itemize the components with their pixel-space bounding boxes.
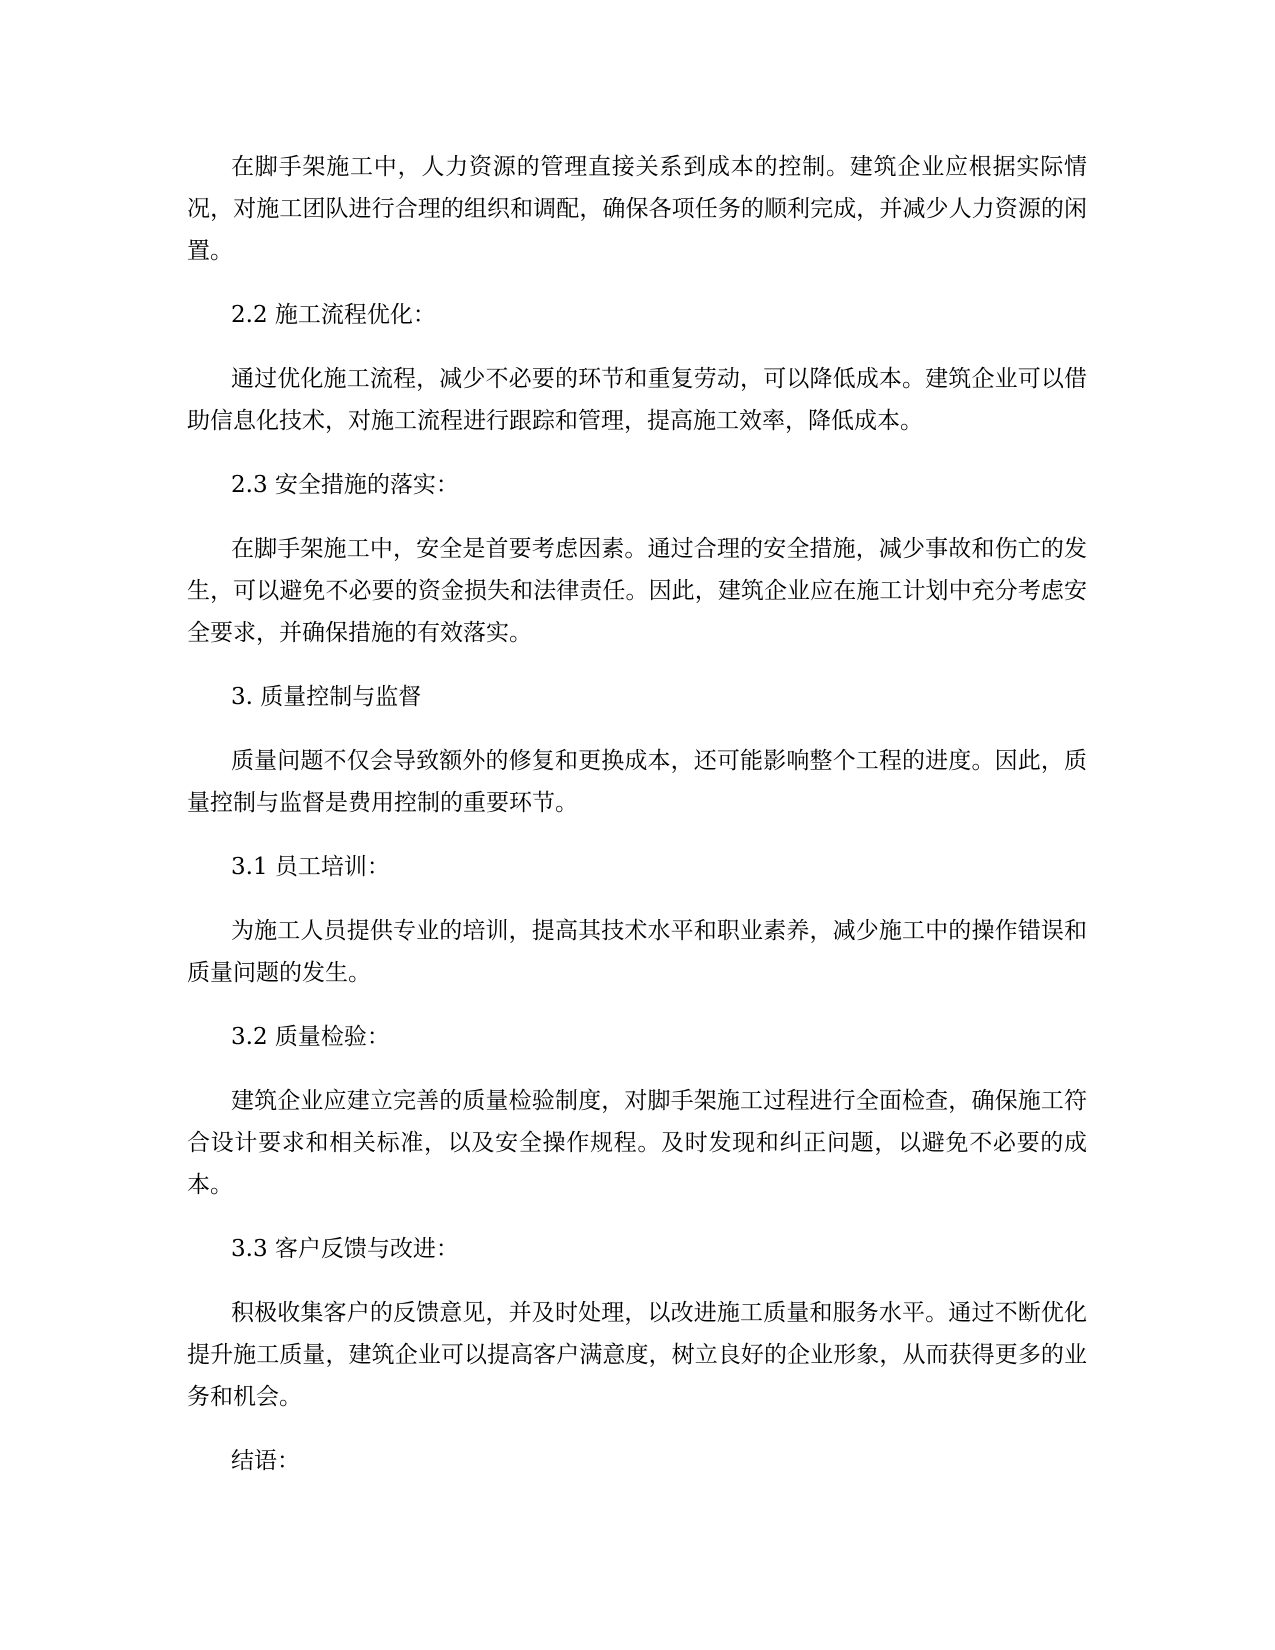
heading-2-2-process-optimization: 2.2 施工流程优化： [231, 302, 436, 328]
heading-3-quality-control: 3. 质量控制与监督 [231, 684, 422, 710]
heading-conclusion: 结语： [231, 1448, 300, 1474]
heading-3-1-staff-training: 3.1 员工培训： [231, 854, 390, 880]
paragraph-quality-inspection: 建筑企业应建立完善的质量检验制度，对脚手架施工过程进行全面检查，确保施工符合设计要求和相关标准，以及安全操作规程。及时发现和纠正问题，以避免不必要的成本。 [187, 1088, 1087, 1198]
paragraph-staff-training: 为施工人员提供专业的培训，提高其技术水平和职业素养，减少施工中的操作错误和质量问题的发生。 [187, 918, 1087, 986]
document-body [187, 146, 1087, 1504]
paragraph-hr-management: 在脚手架施工中，人力资源的管理直接关系到成本的控制。建筑企业应根据实际情况，对施工团队进行合理的组织和调配，确保各项任务的顺利完成，并减少人力资源的闲置。 [187, 154, 1087, 264]
heading-3-2-quality-inspection: 3.2 质量检验： [231, 1024, 390, 1050]
heading-3-3-customer-feedback: 3.3 客户反馈与改进： [231, 1236, 459, 1262]
paragraph-customer-feedback: 积极收集客户的反馈意见，并及时处理，以改进施工质量和服务水平。通过不断优化提升施工质量，建筑企业可以提高客户满意度，树立良好的企业形象，从而获得更多的业务和机会。 [187, 1300, 1087, 1410]
heading-2-3-safety-measures: 2.3 安全措施的落实： [231, 472, 459, 498]
paragraph-process-optimization: 通过优化施工流程，减少不必要的环节和重复劳动，可以降低成本。建筑企业可以借助信息化技术，对施工流程进行跟踪和管理，提高施工效率，降低成本。 [187, 366, 1087, 434]
paragraph-safety-measures: 在脚手架施工中，安全是首要考虑因素。通过合理的安全措施，减少事故和伤亡的发生，可以避免不必要的资金损失和法律责任。因此，建筑企业应在施工计划中充分考虑安全要求，并确保措施的有效落实。 [187, 536, 1087, 646]
paragraph-quality-control: 质量问题不仅会导致额外的修复和更换成本，还可能影响整个工程的进度。因此，质量控制与监督是费用控制的重要环节。 [187, 748, 1087, 816]
